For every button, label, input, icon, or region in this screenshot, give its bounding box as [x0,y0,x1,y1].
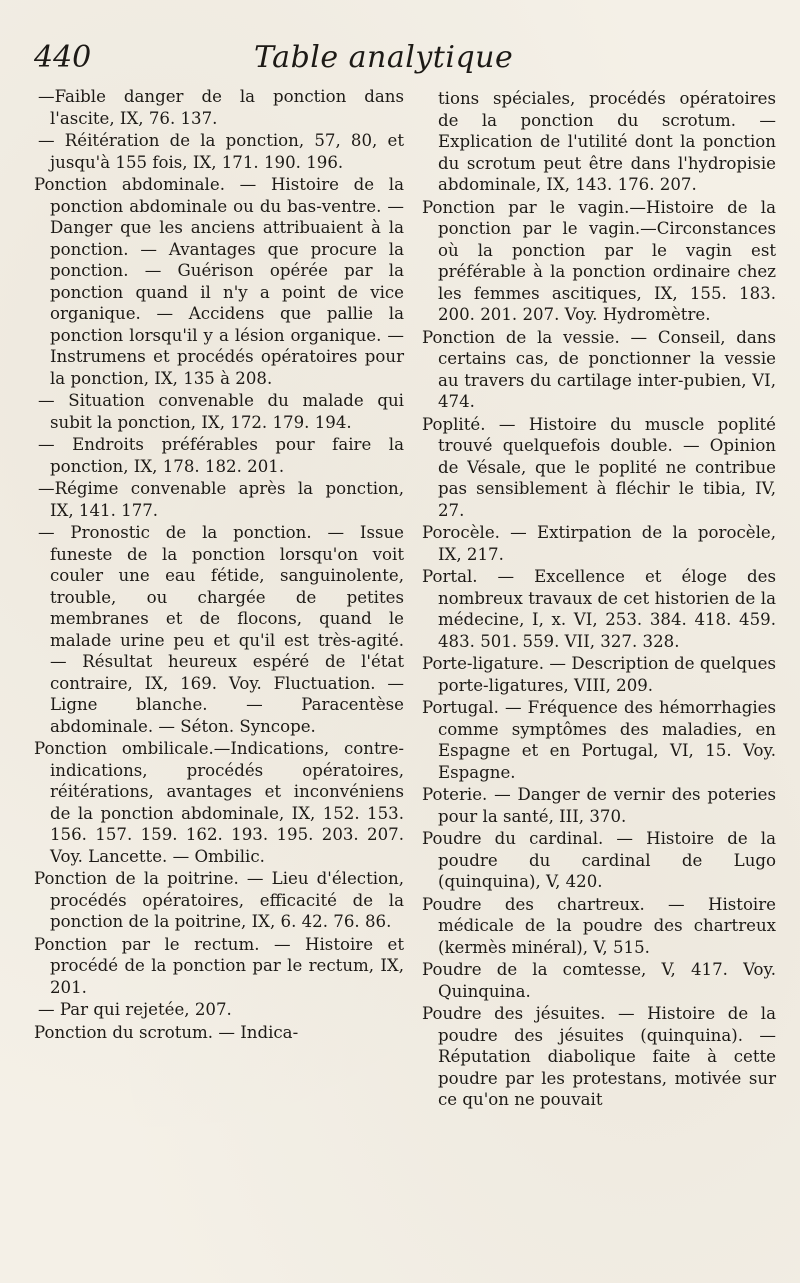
index-entry: Portugal. — Fréquence des hémorrhagies comme symptômes des maladies, en Espagne et en Portugal, VI, 15. Voy. Espagne. [422,698,776,782]
index-entry: Ponction ombilicale.—Indications, contre-indications, procédés opératoires, réitérations, avantages et inconvéniens de la ponction abdominale, IX, 152. 153. 156. 157. 159. 162. 193. 195. 203. 207. Voy. Lancette. — Ombilic. [34,739,404,866]
index-entry: Porocèle. — Extirpation de la porocèle, IX, 217. [422,523,776,564]
index-entry: Poudre des jésuites. — Histoire de la poudre des jésuites (quinquina). — Réputation diabolique faite à cette poudre par les protestans, motivée sur ce qu'on ne pouvait [422,1004,776,1109]
index-entry: Poudre des chartreux. — Histoire médicale de la poudre des chartreux (kermès minéral), V, 515. [422,894,776,957]
page-header [34,40,774,86]
index-entry: Poplité. — Histoire du muscle poplité trouvé quelquefois double. — Opinion de Vésale, que le poplité ne contribue pas sensiblement à fléchir le tibia, IV, 27. [422,414,776,520]
left-column [34,86,404,1112]
index-entry: — Pronostic de la ponction. — Issue funeste de la ponction lorsqu'on voit couler une eau fétide, sanguinolente, trouble, ou chargée de petites membranes et de flocons, quand le malade urine peu et qu'il est très-agité. — Résultat heureux espéré de l'état contraire, IX, 169. Voy. Fluctuation. — Ligne blanche. — Paracentèse abdominale. — Séton. Syncope. [38,523,404,736]
index-entry: Ponction par le vagin.—Histoire de la ponction par le vagin.—Circonstances où la ponction par le vagin est préférable à la ponction ordinaire chez les femmes ascitiques, IX, 155. 183. 200. 201. 207. Voy. Hydromètre. [422,197,776,324]
index-entry: Ponction par le rectum. — Histoire et procédé de la ponction par le rectum, IX, 201. [34,934,404,997]
index-entry: Ponction de la vessie. — Conseil, dans certains cas, de ponctionner la vessie au travers du cartilage inter-pubien, VI, 474. [422,327,776,411]
running-title: Table analytique [254,40,514,75]
index-entry: Portal. — Excellence et éloge des nombreux travaux de cet historien de la médecine, I, x. VI, 253. 384. 418. 459. 483. 501. 559. VII, 327. 328. [422,567,776,651]
index-entry: — Réitération de la ponction, 57, 80, et jusqu'à 155 fois, IX, 171. 190. 196. [38,131,404,172]
index-entry: — Par qui rejetée, 207. [38,1000,232,1019]
index-entry: Poudre de la comtesse, V, 417. Voy. Quinquina. [422,960,776,1001]
index-entry: Poterie. — Danger de vernir des poteries pour la santé, III, 370. [422,785,776,826]
right-column [422,86,776,1112]
index-entry: Porte-ligature. — Description de quelques porte-ligatures, VIII, 209. [422,654,776,695]
page-number: 440 [34,40,92,75]
index-entry: —Faible danger de la ponction dans l'ascite, IX, 76. 137. [38,87,404,128]
index-entry: — Endroits préférables pour faire la ponction, IX, 178. 182. 201. [38,435,404,476]
index-entry: Ponction abdominale. — Histoire de la ponction abdominale ou du bas-ventre. — Danger que les anciens attribuaient à la ponction. — Avantages que procure la ponction. — Guérison opérée par la ponction quand il n'y a point de vice organique. — Accidens que pallie la ponction lorsqu'il y a lésion organique. — Instrumens et procédés opératoires pour la ponction, IX, 135 à 208. [34,175,404,388]
text-columns [34,86,774,1112]
index-entry: —Régime convenable après la ponction, IX, 141. 177. [38,479,404,520]
index-entry: tions spéciales, procédés opératoires de la ponction du scrotum. — Explication de l'utilité dont la ponction du scrotum peut être dans l'hydropisie abdominale, IX, 143. 176. 207. [438,89,776,194]
index-entry: Ponction de la poitrine. — Lieu d'élection, procédés opératoires, efficacité de la ponction de la poitrine, IX, 6. 42. 76. 86. [34,869,404,931]
index-entry: Poudre du cardinal. — Histoire de la poudre du cardinal de Lugo (quinquina), V, 420. [422,829,776,891]
index-entry: — Situation convenable du malade qui subit la ponction, IX, 172. 179. 194. [38,391,404,432]
index-entry: Ponction du scrotum. — Indica- [34,1022,299,1042]
